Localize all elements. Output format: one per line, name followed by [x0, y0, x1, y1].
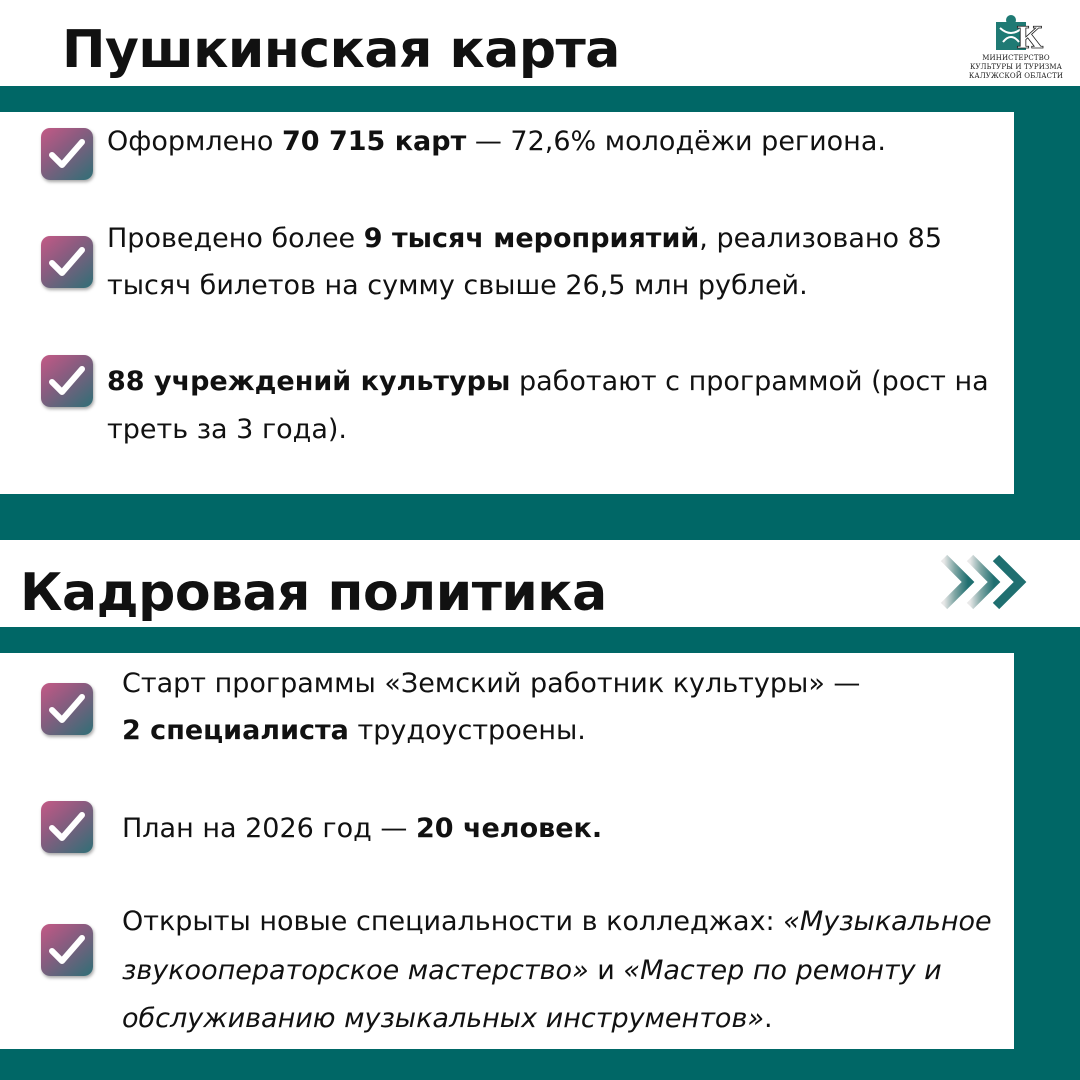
item-text-line2: тысяч билетов на сумму свыше 26,5 млн рублей.: [107, 270, 808, 301]
item-text: Старт программы «Земский работник культуры» —: [122, 668, 861, 699]
triple-chevron-right-icon: [940, 554, 1034, 610]
ministry-logo: [966, 12, 1066, 84]
item-text: Открыты новые специальности в колледжах: «Музыкальное: [122, 906, 992, 937]
item-text: Оформлено 70 715 карт — 72,6% молодёжи региона.: [107, 126, 886, 157]
item-text: Проведено более 9 тысяч мероприятий, реализовано 85: [107, 223, 942, 254]
checkbox-checked-icon: [41, 924, 93, 976]
checkbox-checked-icon: [41, 801, 93, 853]
ministry-logo-icon: [994, 12, 1044, 56]
section-title-personnel-policy: Кадровая политика: [20, 563, 607, 623]
checkbox-checked-icon: [41, 236, 93, 288]
checkbox-checked-icon: [41, 683, 93, 735]
section-title-pushkin-card: Пушкинская карта: [62, 20, 620, 80]
section-card-pushkin-card: [0, 112, 1014, 494]
item-text: 88 учреждений культуры работают с программой (рост на: [107, 366, 989, 397]
item-text: План на 2026 год — 20 человек.: [122, 813, 603, 844]
checkbox-checked-icon: [41, 355, 93, 407]
checkbox-checked-icon: [41, 128, 93, 180]
item-text-line2: 2 специалиста трудоустроены.: [122, 715, 586, 746]
svg-text:К: К: [1016, 21, 1044, 56]
item-text-line2: треть за 3 года).: [107, 414, 347, 445]
section-card-personnel-policy: [0, 653, 1014, 1049]
logo-text-line3: КАЛУЖСКОЙ ОБЛАСТИ: [968, 72, 1064, 80]
item-text-line3: обслуживанию музыкальных инструментов».: [122, 1003, 773, 1034]
logo-text-line1: МИНИСТЕРСТВО: [982, 54, 1050, 62]
item-text-line2: звукооператорское мастерство» и «Мастер по ремонту и: [122, 955, 942, 986]
logo-text-line2: КУЛЬТУРЫ И ТУРИЗМА: [969, 63, 1063, 71]
